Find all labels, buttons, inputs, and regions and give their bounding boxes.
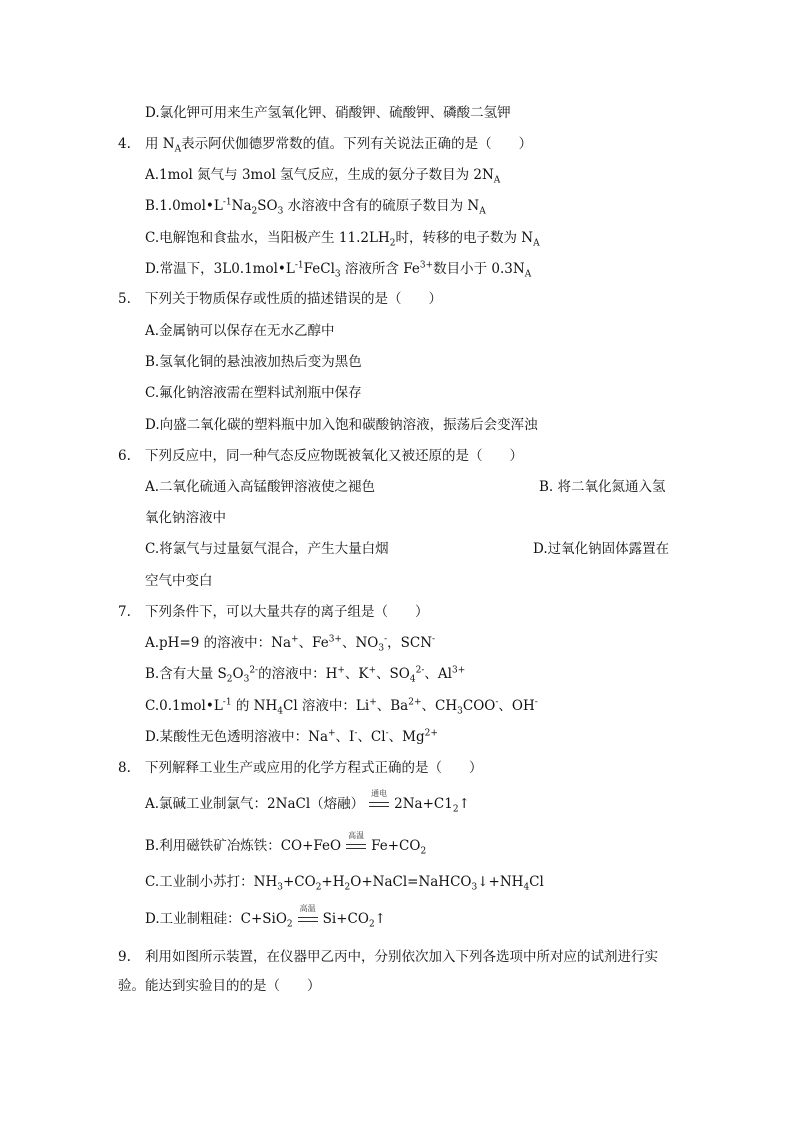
q5-stem: 下列关于物质保存或性质的描述错误的是（ ） bbox=[145, 291, 442, 307]
q6-option-a: A.二氧化硫通入高锰酸钾溶液使之褪色 bbox=[145, 479, 376, 495]
q4-option-b: $B.1.0mol•L^{-1}Na_2SO_3$ 水溶液中含有的硫原子数目为 $N_A$ bbox=[145, 197, 486, 217]
q7-stem: 下列条件下，可以大量共存的离子组是（ ） bbox=[145, 604, 429, 620]
q9-stem-cont: 验。能达到实验目的的是（ ） bbox=[118, 978, 321, 994]
q7-number: 7. bbox=[118, 604, 131, 620]
q6-option-d-cont: 空气中变白 bbox=[145, 573, 213, 589]
q8-option-b: B.利用磁铁矿冶炼铁：CO+FeO 高温 $Fe+CO_2$ bbox=[145, 831, 427, 857]
q4-number: 4. bbox=[118, 136, 131, 152]
q5-option-d: D.向盛二氧化碳的塑料瓶中加入饱和碳酸钠溶液，振荡后会变浑浊 bbox=[145, 417, 538, 433]
q8-stem: 下列解释工业生产或应用的化学方程式正确的是（ ） bbox=[145, 760, 483, 776]
reaction-condition-mark: 高温 bbox=[297, 911, 319, 925]
q9-number: 9. bbox=[118, 949, 131, 965]
q6-option-d: D.过氧化钠固体露置在 bbox=[533, 541, 670, 557]
q5-option-a: A.金属钠可以保存在无水乙醇中 bbox=[145, 323, 335, 339]
q7-option-a: A.pH=9 的溶液中：Na+、$Fe^{3+}$、$NO_3^-$，SCN- bbox=[145, 634, 436, 654]
q6-number: 6. bbox=[118, 448, 131, 464]
q4-option-a: A.1mol 氮气与 3mol 氢气反应，生成的氨分子数目为 $2N_A$ bbox=[145, 167, 501, 186]
reaction-condition-mark: 高温 bbox=[345, 838, 367, 852]
q8-option-d: D.工业制粗硅：C+SiO$_2$ 高温 $Si+CO_2↑$ bbox=[145, 904, 386, 930]
q8-option-a: A.氯碱工业制氯气：2NaCl（熔融） 通电 $2Na+C1_2↑$ bbox=[145, 789, 470, 815]
q6-stem: 下列反应中，同一种气态反应物既被氧化又被还原的是（ ） bbox=[145, 448, 523, 464]
q4-stem: 用 $N_A$表示阿伏伽德罗常数的值。下列有关说法正确的是（ ） bbox=[145, 136, 533, 155]
q7-option-c: $C.0.1mol•L^{-1}$ 的 $NH_4Cl$ 溶液中：Li+、$Ba^{2+}$、$CH_3COO^-$、OH- bbox=[145, 697, 538, 717]
q6-option-b-cont: 氧化钠溶液中 bbox=[145, 510, 226, 526]
q5-option-b: B.氢氧化铜的悬浊液加热后变为黑色 bbox=[145, 354, 362, 370]
q6-option-b: B. 将二氧化氮通入氢 bbox=[539, 479, 666, 495]
q5-number: 5. bbox=[118, 291, 131, 307]
reaction-condition-mark: 通电 bbox=[368, 796, 390, 810]
q7-option-b: B.含有大量 $S_2O_3^{2-}$的溶液中：H+、K+、$SO_4^{2-}$、$Al^{3+}$ bbox=[145, 665, 466, 685]
q6-option-c: C.将氯气与过量氨气混合，产生大量白烟 bbox=[145, 541, 389, 557]
q4-option-d: D.常温下，$3L0.1mol•L^{-1}FeCl_3$ 溶液所含 $Fe^{3+}$数目小于 $0.3N_A$ bbox=[145, 260, 532, 280]
q8-number: 8. bbox=[118, 760, 131, 776]
q7-option-d: D.某酸性无色透明溶液中：Na+、I-、Cl-、$Mg^{2+}$ bbox=[145, 728, 438, 745]
q5-option-c: C.氟化钠溶液需在塑料试剂瓶中保存 bbox=[145, 385, 362, 401]
q4-option-c: C.电解饱和食盐水，当阳极产生 $11.2LH_2$时，转移的电子数为 $N_A$ bbox=[145, 230, 540, 249]
q8-option-c: C.工业制小苏打：$NH_3+CO_2+H_2O+NaCl=NaHCO_3↓+NH_4Cl$ bbox=[145, 874, 544, 893]
q9-stem: 利用如图所示装置，在仪器甲乙丙中，分别依次加入下列各选项中所对应的试剂进行实 bbox=[145, 949, 658, 965]
q3-option-d: D.氯化钾可用来生产氢氧化钾、硝酸钾、硫酸钾、磷酸二氢钾 bbox=[145, 105, 511, 121]
